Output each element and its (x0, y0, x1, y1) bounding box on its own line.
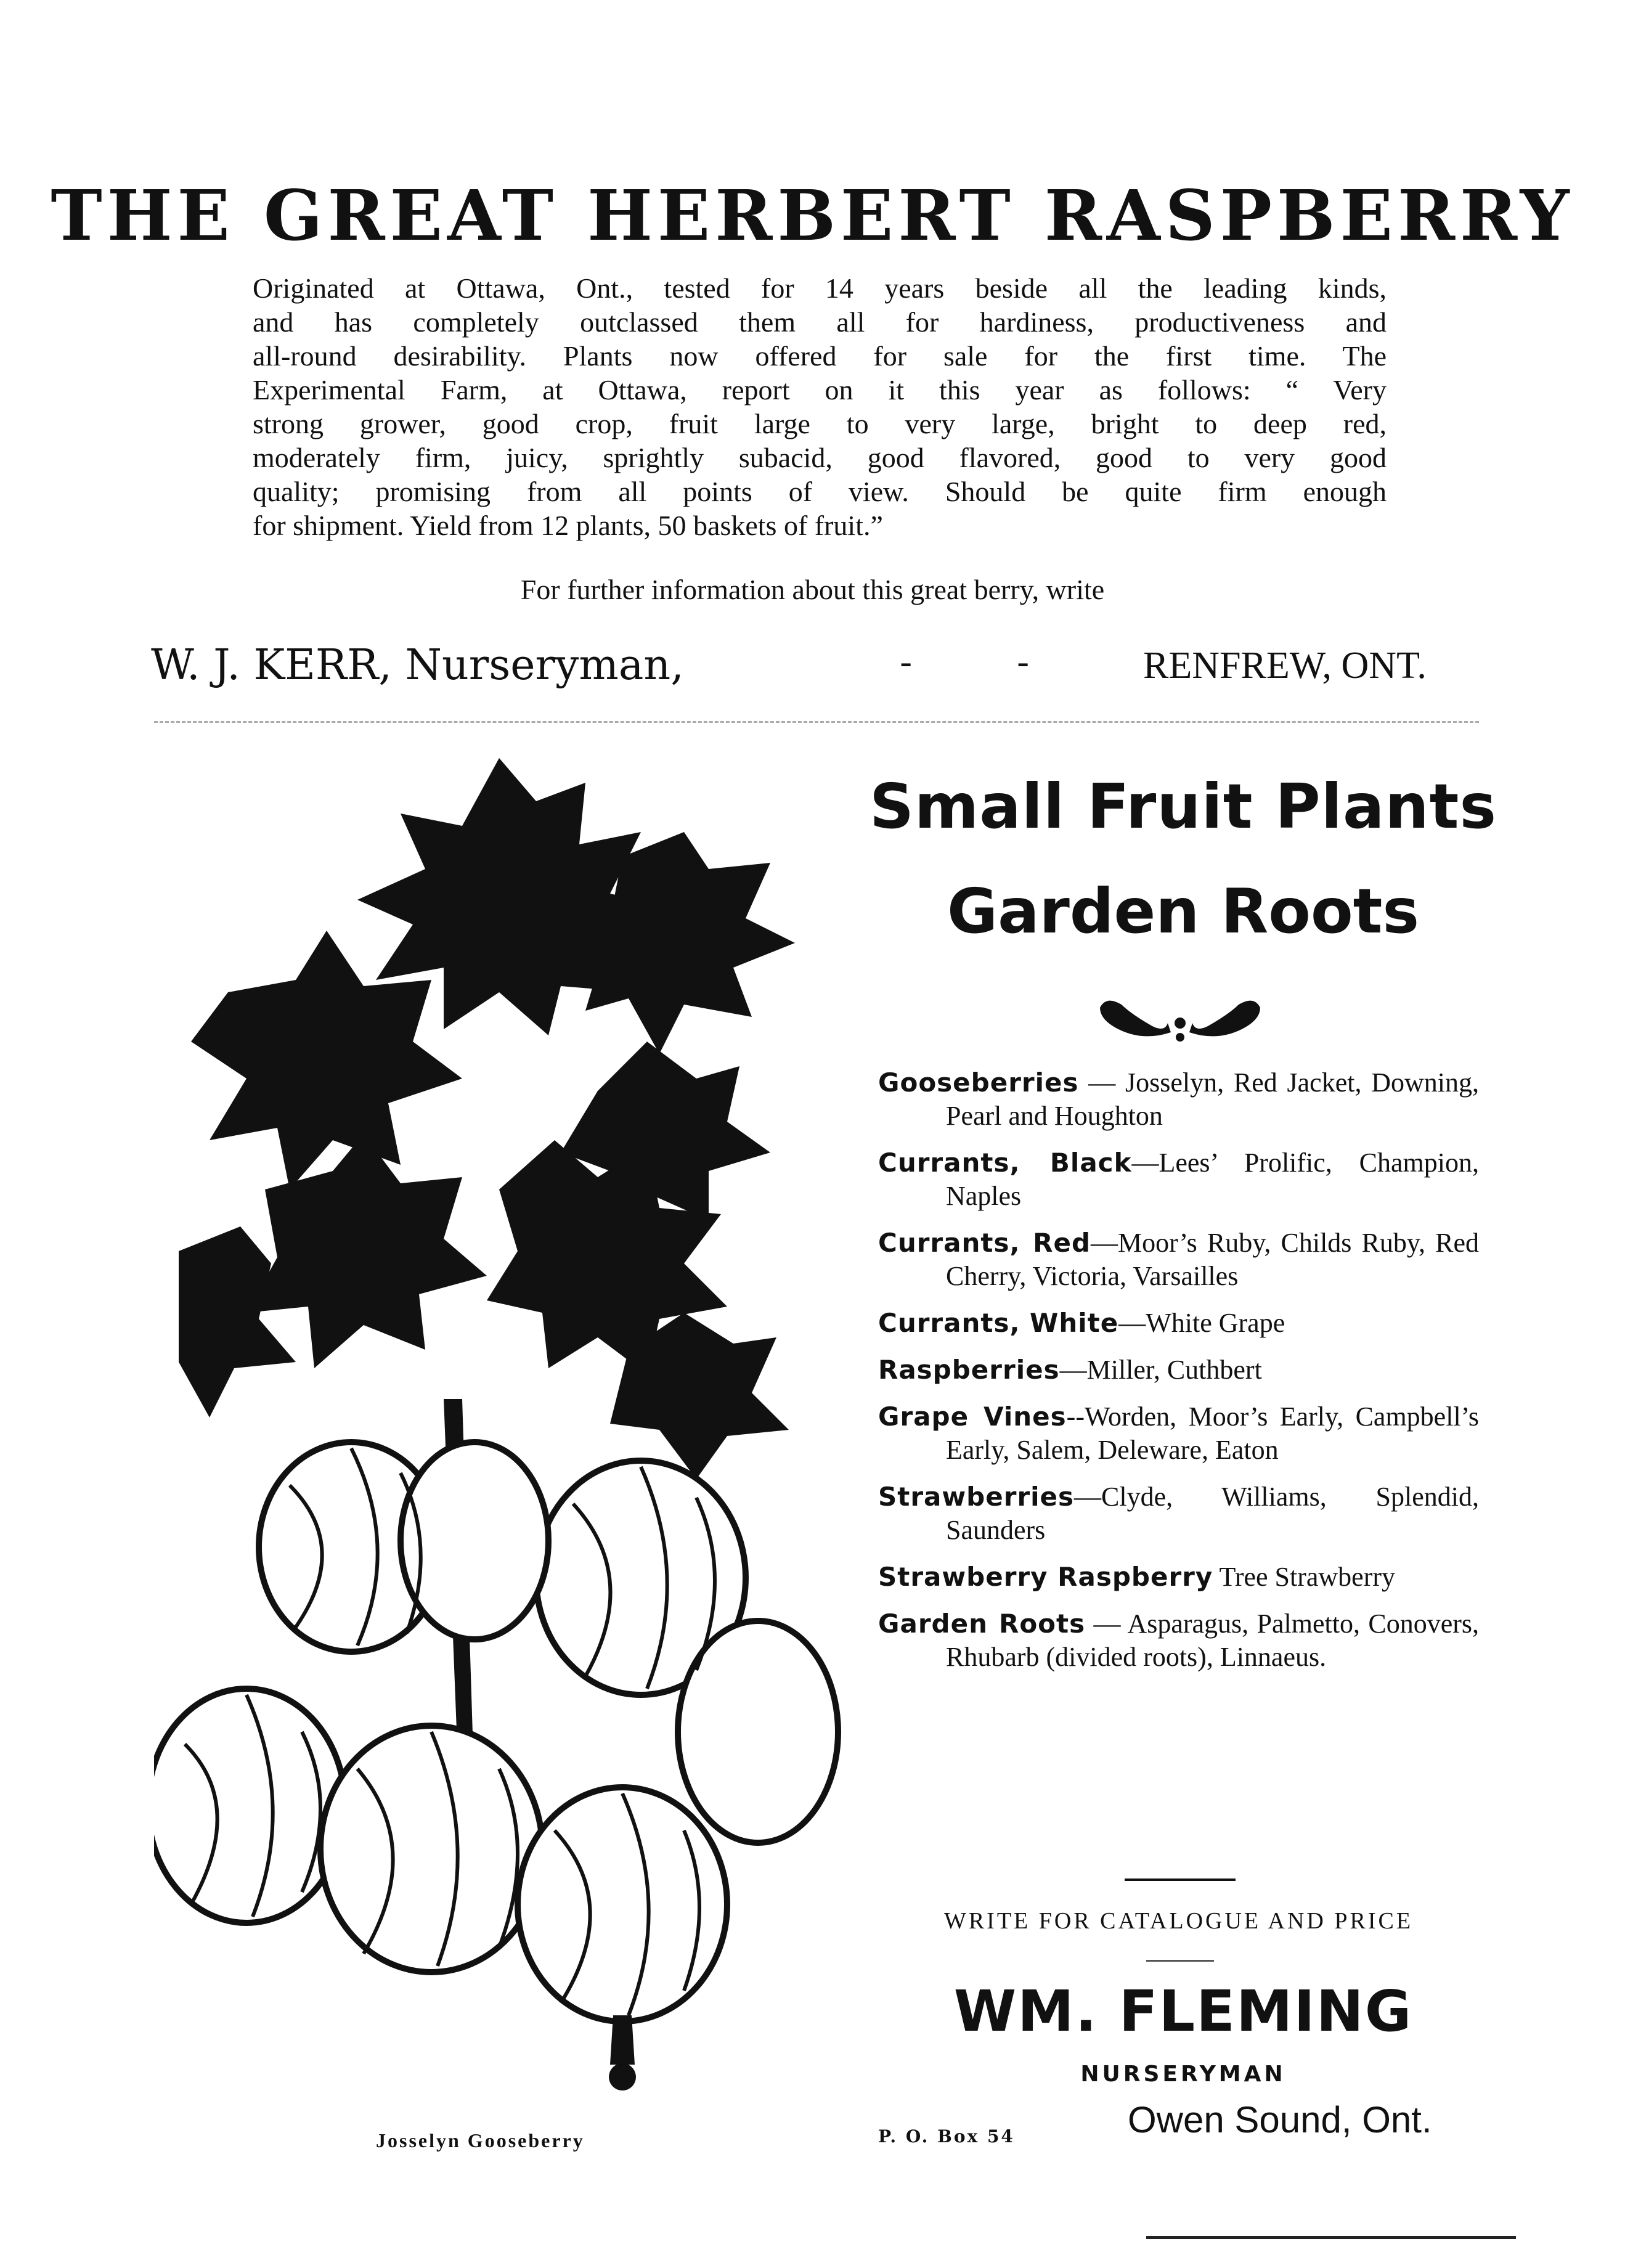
category-separator: — (1085, 1609, 1128, 1639)
plant-category: Grape Vines (878, 1401, 1067, 1432)
intro-line: for shipment. Yield from 12 plants, 50 baskets of fruit.” (253, 510, 883, 541)
plant-varieties: Tree Strawberry (1219, 1562, 1396, 1592)
list-item (878, 1400, 1479, 1467)
intro-line: quality; promising from all points of view. Should be quite firm enough (253, 476, 1387, 507)
category-separator: — (1074, 1482, 1102, 1512)
plant-category: Currants, Black (878, 1148, 1132, 1178)
plant-varieties: Clyde, Williams, Splendid, Saunders (946, 1482, 1479, 1545)
section-title: Small Fruit Plants (870, 770, 1497, 842)
section-divider (154, 721, 1479, 723)
intro-paragraph (253, 271, 1387, 542)
po-box: P. O. Box 54 (878, 2126, 1015, 2147)
fleming-name: WM. FLEMING (953, 1978, 1413, 2044)
category-separator: — (1118, 1308, 1146, 1338)
intro-line: moderately firm, juicy, sprightly subacid, good flavored, good to very good (253, 442, 1387, 473)
category-separator: — (1059, 1355, 1087, 1385)
plant-varieties: Moor’s Ruby, Childs Ruby, Red Cherry, Victoria, Varsailles (946, 1228, 1479, 1291)
plant-varieties: Josselyn, Red Jacket, Downing, Pearl and Houghton (946, 1067, 1479, 1131)
gooseberry-illustration (154, 746, 881, 2114)
list-item (878, 1607, 1479, 1674)
plant-varieties: Worden, Moor’s Early, Campbell’s Early, Salem, Deleware, Eaton (946, 1401, 1480, 1465)
kerr-name: W. J. KERR, Nurseryman, (151, 641, 684, 690)
list-item (878, 1066, 1479, 1133)
plant-category: Currants, White (878, 1308, 1119, 1338)
ornament-icon (1094, 989, 1266, 1045)
category-separator: — (1131, 1148, 1159, 1178)
plant-varieties: Miller, Cuthbert (1086, 1355, 1262, 1385)
divider-rule (1146, 1960, 1214, 1962)
intro-line: Experimental Farm, at Ottawa, report on it this year as follows: “ Very (253, 374, 1387, 406)
category-separator (1213, 1562, 1219, 1592)
category-separator: — (1091, 1228, 1118, 1258)
list-item (878, 1353, 1479, 1387)
plant-category: Garden Roots (878, 1609, 1086, 1639)
plant-list (878, 1066, 1479, 1687)
intro-line: strong grower, good crop, fruit large to very large, bright to deep red, (253, 408, 1387, 439)
list-item (878, 1226, 1479, 1293)
further-info: For further information about this great berry, write (520, 574, 1105, 605)
intro-line: all-round desirability. Plants now offered for sale for the first time. The (253, 340, 1387, 372)
plant-varieties: White Grape (1146, 1308, 1285, 1338)
plant-category: Currants, Red (878, 1228, 1091, 1258)
list-item (878, 1146, 1479, 1213)
leader-dash: - (1017, 641, 1030, 684)
plant-category: Raspberries (878, 1355, 1060, 1385)
list-item (878, 1307, 1479, 1340)
fleming-occupation: NURSERYMAN (1080, 2062, 1286, 2087)
plant-category: Strawberries (878, 1482, 1075, 1512)
plant-varieties: Lees’ Prolific, Champion, Naples (946, 1148, 1479, 1211)
category-separator: -- (1066, 1401, 1085, 1432)
list-item (878, 1480, 1479, 1547)
fleming-town: Owen Sound, Ont. (1128, 2099, 1432, 2140)
divider-rule (1125, 1878, 1236, 1881)
plant-category: Strawberry Raspberry (878, 1562, 1213, 1592)
intro-line: Originated at Ottawa, Ont., tested for 14 years beside all the leading kinds, (253, 272, 1387, 304)
plant-varieties: Asparagus, Palmetto, Conovers, Rhubarb (divided roots), Linnaeus. (946, 1609, 1479, 1672)
kerr-town: RENFREW, ONT. (1143, 645, 1427, 687)
plant-category: Gooseberries (878, 1067, 1079, 1098)
catalogue-note: WRITE FOR CATALOGUE AND PRICE (943, 1908, 1414, 1934)
illustration-caption: Josselyn Gooseberry (376, 2129, 585, 2152)
page-title: THE GREAT HERBERT RASPBERRY (51, 176, 1574, 256)
page-edge-line (1146, 2236, 1516, 2239)
intro-line: and has completely outclassed them all for hardiness, productiveness and (253, 306, 1387, 338)
category-separator: — (1078, 1067, 1126, 1098)
section-subtitle: Garden Roots (947, 875, 1419, 947)
leader-dash: - (900, 641, 913, 684)
list-item (878, 1560, 1479, 1594)
